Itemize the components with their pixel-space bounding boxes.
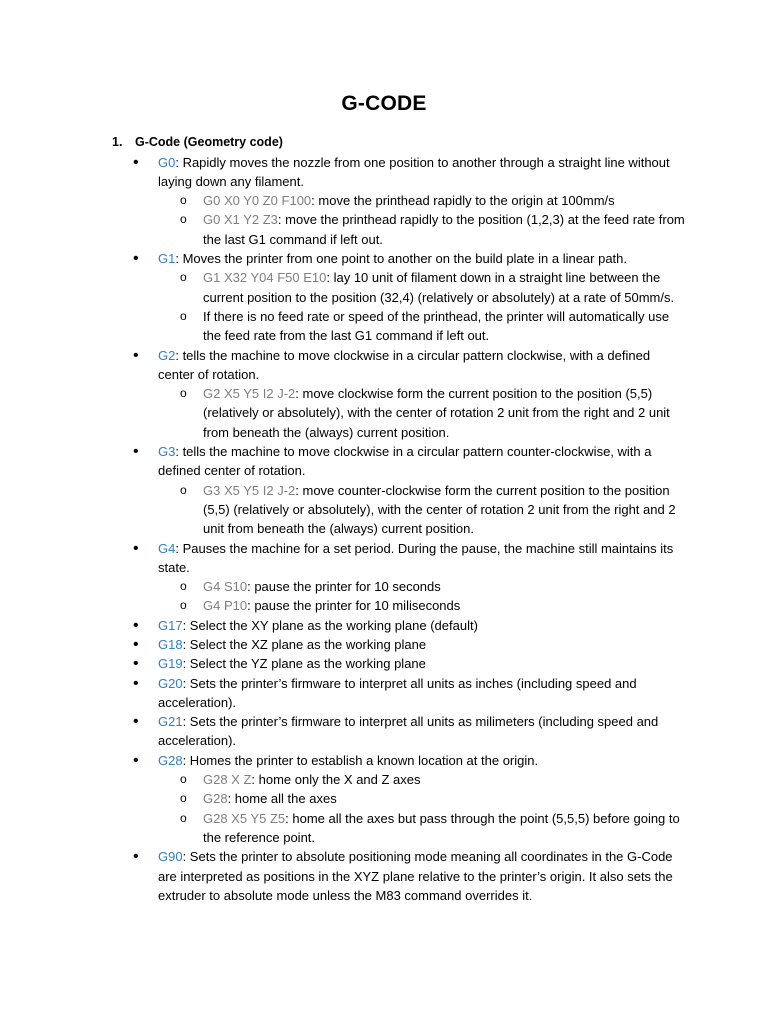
text-line <box>203 210 685 229</box>
line-text: from beneath the (always) current position. <box>203 424 450 440</box>
line-text: : home all the axes <box>227 791 337 807</box>
line-text: defined center of rotation. <box>158 463 306 479</box>
code-example: G2 X5 Y5 I2 J-2 <box>203 386 296 402</box>
line-text: : Select the YZ plane as the working plane <box>182 656 426 672</box>
section-number: 1. <box>112 135 123 149</box>
bullet-circle-icon: o <box>180 598 187 613</box>
text-line <box>158 712 678 731</box>
code-example: G0 X0 Y0 Z0 F100 <box>203 193 312 209</box>
text-line <box>158 346 678 365</box>
bullet-circle-icon: o <box>180 308 187 323</box>
list-item-g2 <box>158 346 678 385</box>
line-text: : Select the XZ plane as the working plane <box>182 637 427 652</box>
sub-list-item <box>203 577 681 596</box>
sub-list-item <box>203 268 681 307</box>
sub-list-item <box>203 809 681 848</box>
bullet-circle-icon: o <box>180 386 187 401</box>
line-text: : Sets the printer’s firmware to interpret all units as milimeters (including speed and <box>182 714 659 730</box>
sub-list-item <box>203 481 681 539</box>
code-example: G28 <box>203 791 228 807</box>
bullet-disc-icon: • <box>133 346 139 364</box>
line-text: acceleration). <box>158 694 237 710</box>
text-line <box>158 249 678 268</box>
bullet-circle-icon: o <box>180 772 187 787</box>
line-text: : Sets the printer’s firmware to interpret all units as inches (including speed and <box>182 675 637 691</box>
line-text: If there is no feed rate or speed of the printhead, the printer will automatically use <box>203 308 670 324</box>
bullet-circle-icon: o <box>180 810 187 825</box>
text-line <box>158 635 678 654</box>
sub-list-item <box>203 191 681 210</box>
text-line <box>158 365 678 384</box>
text-line <box>203 577 681 596</box>
text-line <box>203 288 681 307</box>
line-text: : move the printhead rapidly to the origin at 100mm/s <box>311 193 615 209</box>
bullet-disc-icon: • <box>133 636 139 653</box>
text-line <box>203 519 681 538</box>
bullet-circle-icon: o <box>180 791 187 806</box>
command-name: G0 <box>158 154 176 170</box>
line-text: (relatively or absolutely), with the center of rotation 2 unit from the right and 2 unit <box>203 405 670 421</box>
bullet-circle-icon: o <box>180 270 187 285</box>
code-example: G28 X5 Y5 Z5 <box>203 810 286 826</box>
line-text: the reference point. <box>203 829 316 845</box>
sub-list-item <box>203 210 685 249</box>
command-name: G1 <box>158 251 176 266</box>
line-text: : Homes the printer to establish a known location at the origin. <box>182 752 539 768</box>
command-name: G18 <box>158 637 183 652</box>
text-line <box>158 674 678 693</box>
line-text: : tells the machine to move clockwise in a circular pattern clockwise, with a defined <box>175 347 651 363</box>
line-text: : move the printhead rapidly to the position (1,2,3) at the feed rate from <box>277 212 685 228</box>
command-name: G4 <box>158 540 176 556</box>
page-title: G-CODE <box>341 92 427 115</box>
code-example: G4 P10 <box>203 598 248 614</box>
text-line <box>158 886 678 905</box>
line-text: the last G1 command if left out. <box>203 231 383 247</box>
bullet-circle-icon: o <box>180 193 187 208</box>
command-name: G21 <box>158 714 183 730</box>
text-line <box>158 693 678 712</box>
line-text: : move counter-clockwise form the current position to the position <box>295 482 670 498</box>
bullet-disc-icon: • <box>133 616 139 634</box>
list-item-g18 <box>158 635 678 654</box>
text-line <box>203 191 681 210</box>
code-example: G0 X1 Y2 Z3 <box>203 212 278 228</box>
line-text: : Moves the printer from one point to another on the build plate in a linear path. <box>175 251 628 266</box>
text-line <box>158 654 678 673</box>
text-line <box>203 268 681 287</box>
list-item-g90 <box>158 847 678 905</box>
sub-list-item <box>203 596 681 615</box>
text-line <box>158 867 678 886</box>
text-line <box>203 230 681 249</box>
text-line <box>203 828 681 847</box>
command-name: G2 <box>158 347 176 363</box>
command-name: G17 <box>158 617 183 633</box>
command-name: G3 <box>158 444 176 459</box>
line-text: : pause the printer for 10 miliseconds <box>247 598 461 614</box>
bullet-disc-icon: • <box>133 250 139 267</box>
line-text: : lay 10 unit of filament down in a straight line between the <box>326 270 661 286</box>
sub-list-item <box>203 384 681 442</box>
command-name: G20 <box>158 675 183 691</box>
text-line <box>203 596 681 615</box>
list-item-g19 <box>158 654 678 673</box>
sub-list-item <box>203 307 681 346</box>
line-text: : Rapidly moves the nozzle from one position to another through a straight line without <box>175 154 670 170</box>
text-line <box>203 789 681 808</box>
line-text: acceleration). <box>158 733 237 749</box>
code-example: G28 X Z <box>203 772 252 788</box>
bullet-circle-icon: o <box>180 482 187 497</box>
list-item-g20 <box>158 674 678 713</box>
text-line <box>158 558 678 577</box>
line-text: : pause the printer for 10 seconds <box>247 579 441 595</box>
bullet-circle-icon: o <box>180 579 187 594</box>
text-line <box>203 423 681 442</box>
bullet-disc-icon: • <box>133 443 139 460</box>
list-item-g17 <box>158 616 678 635</box>
bullet-disc-icon: • <box>133 751 139 769</box>
command-name: G90 <box>158 849 183 865</box>
code-example: G4 S10 <box>203 579 248 595</box>
text-line <box>158 539 678 558</box>
line-text: unit from beneath the (always) current position. <box>203 521 474 537</box>
section-title: G-Code (Geometry code) <box>135 135 283 149</box>
text-line <box>158 442 678 461</box>
bullet-circle-icon: o <box>180 212 187 227</box>
text-line <box>158 461 678 480</box>
line-text: center of rotation. <box>158 366 260 382</box>
line-text: : home all the axes but pass through the point (5,5,5) before going to <box>285 810 680 826</box>
bullet-disc-icon: • <box>133 713 139 731</box>
text-line <box>158 172 678 191</box>
bullet-disc-icon: • <box>133 153 139 171</box>
command-name: G19 <box>158 656 183 672</box>
line-text: : move clockwise form the current position to the position (5,5) <box>295 386 653 402</box>
text-line <box>158 731 678 750</box>
line-text: laying down any filament. <box>158 173 304 189</box>
text-line <box>158 847 678 866</box>
line-text: : Pauses the machine for a set period. During the pause, the machine still maintains its <box>175 540 674 556</box>
text-line <box>203 770 681 789</box>
line-text: extruder to absolute mode unless the M83 command overrides it. <box>158 887 533 903</box>
line-text: the feed rate from the last G1 command if left out. <box>203 328 490 344</box>
bullet-disc-icon: • <box>133 848 139 866</box>
line-text: state. <box>158 559 190 575</box>
list-item-g21 <box>158 712 678 751</box>
code-example: G1 X32 Y04 F50 E10 <box>203 270 327 286</box>
bullet-disc-icon: • <box>133 539 139 557</box>
text-line <box>203 384 681 403</box>
text-line <box>158 616 678 635</box>
text-line <box>158 751 678 770</box>
command-name: G28 <box>158 752 183 768</box>
line-text: : Sets the printer to absolute positioning mode meaning all coordinates in the G-Code <box>182 849 673 865</box>
line-text: are interpreted as positions in the XYZ plane relative to the printer’s origin. It also sets the <box>158 868 673 884</box>
line-text: : tells the machine to move clockwise in a circular pattern counter-clockwise, with a <box>175 444 652 459</box>
text-line <box>158 153 678 172</box>
bullet-disc-icon: • <box>133 655 139 673</box>
list-item-g3 <box>158 442 678 481</box>
sub-list-item <box>203 789 681 808</box>
line-text: : home only the X and Z axes <box>251 772 421 788</box>
text-line <box>203 500 681 519</box>
sub-list-item <box>203 770 681 789</box>
text-line <box>203 481 681 500</box>
list-item-g4 <box>158 539 678 578</box>
line-text: (5,5) (relatively or absolutely), with the center of rotation 2 unit from the right and 2 <box>203 501 676 517</box>
list-item-g28 <box>158 751 678 770</box>
line-text: : Select the XY plane as the working plane (default) <box>182 617 478 633</box>
text-line <box>203 326 681 345</box>
text-line <box>203 307 681 326</box>
line-text: current position to the position (32,4) (relatively or absolutely) at a rate of 50mm/s. <box>203 289 675 305</box>
text-line <box>203 403 681 422</box>
list-item-g0 <box>158 153 678 192</box>
code-example: G3 X5 Y5 I2 J-2 <box>203 482 296 498</box>
list-item-g1 <box>158 249 678 268</box>
bullet-disc-icon: • <box>133 674 139 692</box>
text-line <box>203 809 681 828</box>
